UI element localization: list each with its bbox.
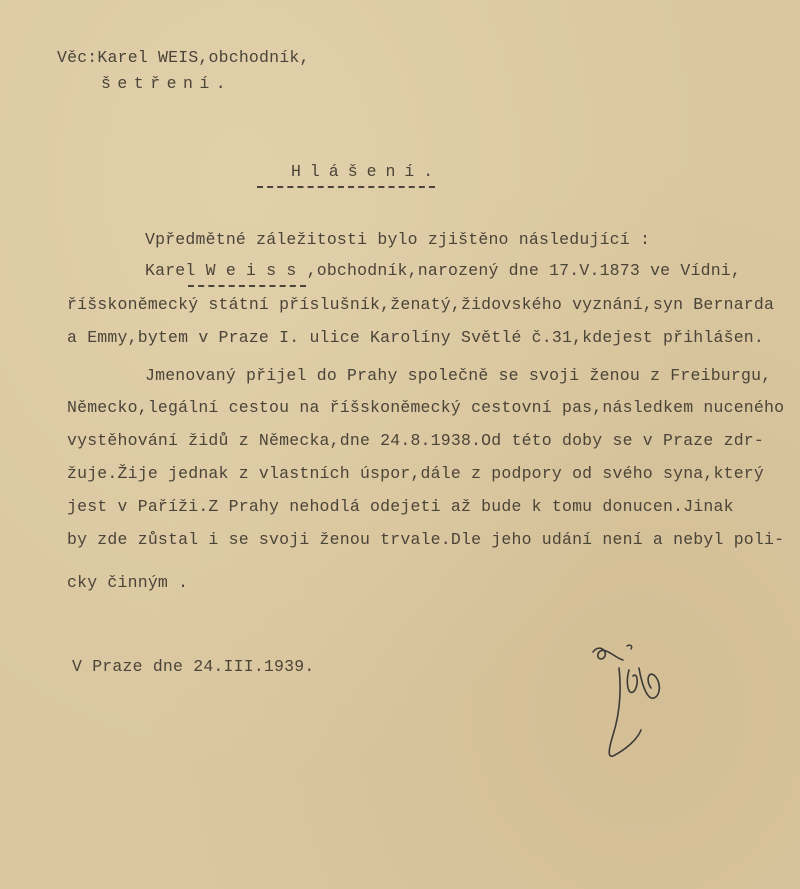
body-line: žuje.Žije jednak z vlastních úspor,dále z podpory od svého syna,který — [67, 464, 765, 483]
title-underline — [257, 186, 435, 188]
body-line: Vpředmětné záležitosti bylo zjištěno následující : — [145, 230, 651, 249]
body-line: Karel W e i s s ,obchodník,narozený dne 17.V.1873 ve Vídni, — [145, 261, 741, 280]
body-line: by zde zůstal i se svoji ženou trvale.Dle jeho udání není a nebyl poli- — [67, 530, 785, 549]
subject-line: Věc:Karel WEIS,obchodník, — [57, 48, 310, 67]
body-line: Německo,legální cestou na říšskoněmecký cestovní pas,následkem nuceného — [67, 398, 785, 417]
body-line: jest v Paříži.Z Prahy nehodlá odejeti až bude k tomu donucen.Jinak — [67, 497, 734, 516]
date-line: V Praze dne 24.III.1939. — [72, 657, 315, 676]
handwritten-signature — [585, 640, 675, 765]
body-line: cky činným . — [67, 573, 189, 592]
subject-line-continued: šetření. — [101, 74, 233, 93]
name-underline — [188, 285, 306, 287]
body-line: vystěhování židů z Německa,dne 24.8.1938.Od této doby se v Praze zdr- — [67, 431, 765, 450]
document-title: Hlášení. — [291, 162, 443, 181]
body-line: Jmenovaný přijel do Prahy společně se svoji ženou z Freiburgu, — [145, 366, 772, 385]
body-line: říšskoněmecký státní příslušník,ženatý,židovského vyznání,syn Bernarda — [67, 295, 775, 314]
body-line: a Emmy,bytem v Praze I. ulice Karolíny Světlé č.31,kdejest přihlášen. — [67, 328, 765, 347]
